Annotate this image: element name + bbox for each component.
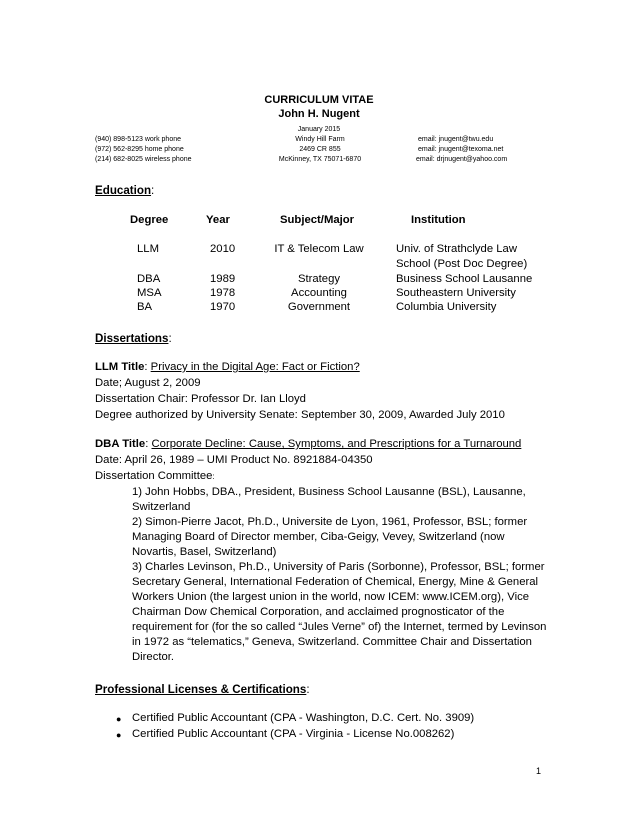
edu-year-dba: 1989 (210, 273, 236, 285)
col-header-year: Year (206, 214, 230, 226)
license-item: Certified Public Accountant (CPA - Washington, D.C. Cert. No. 3909) (132, 712, 475, 724)
email-2: email: jnugent@texoma.net (418, 146, 504, 153)
document-title: CURRICULUM VITAE (264, 94, 374, 106)
llm-title-text: Privacy in the Digital Age: Fact or Fiction? (150, 361, 360, 373)
llm-title-sep: : (144, 361, 151, 373)
col-header-institution: Institution (411, 214, 466, 226)
llm-title-label: LLM Title (95, 361, 145, 373)
committee-line: Chairman Dow Chemical Corporation, and acclaimed prognosticator of the (132, 606, 505, 618)
edu-subject-ba: Government (287, 301, 351, 313)
committee-line: Switzerland (132, 501, 191, 513)
dba-committee-label: Dissertation Committee (95, 470, 213, 482)
edu-year-llm: 2010 (210, 243, 236, 255)
person-name: John H. Nugent (278, 108, 360, 120)
dba-date: Date: April 26, 1989 – UMI Product No. 8921884-04350 (95, 454, 373, 466)
address-line-1: Windy Hill Farm (295, 136, 345, 143)
edu-subject-llm: IT & Telecom Law (274, 243, 364, 255)
committee-line: 3) Charles Levinson, Ph.D., University of Paris (Sorbonne), Professor, BSL; former (132, 561, 545, 573)
committee-line: Managing Board of Director member, Ciba-Geigy, Vevey, Switzerland (now (132, 531, 505, 543)
edu-subject-msa: Accounting (291, 287, 347, 299)
address-line-3: McKinney, TX 75071-6870 (278, 156, 362, 163)
dissertations-heading-label: Dissertations (95, 332, 169, 345)
committee-line: Novartis, Basel, Switzerland) (132, 546, 277, 558)
dissertations-heading (95, 332, 172, 345)
dba-committee-colon: : (212, 472, 215, 481)
licenses-heading-label: Professional Licenses & Certifications (95, 683, 307, 696)
bullet-icon: ● (116, 730, 122, 740)
dba-title-line (95, 438, 521, 450)
home-phone: (972) 562-8295 home phone (95, 146, 184, 153)
license-item: Certified Public Accountant (CPA - Virginia - License No.008262) (132, 728, 455, 740)
edu-degree-dba: DBA (137, 273, 161, 285)
col-header-degree: Degree (130, 214, 169, 226)
dba-title-sep: : (145, 438, 152, 450)
document-date: January 2015 (297, 126, 341, 133)
edu-year-msa: 1978 (210, 287, 236, 299)
education-heading-label: Education (95, 184, 152, 197)
email-3: email: drjnugent@yahoo.com (416, 156, 508, 163)
committee-line: requirement for (for the so called “Jules Verne” of) the Internet, termed by Levinson (132, 621, 547, 633)
licenses-heading (95, 683, 310, 696)
committee-line: in 1972 as “telematics,” Geneva, Switzerland. Committee Chair and Dissertation (132, 636, 532, 648)
licenses-heading-colon: : (306, 683, 310, 696)
committee-line: Director. (132, 651, 175, 663)
edu-institution-llm-2: School (Post Doc Degree) (396, 258, 528, 270)
llm-title-line (95, 361, 360, 373)
dissertations-heading-colon: : (168, 332, 172, 345)
edu-institution-msa: Southeastern University (396, 287, 516, 299)
edu-institution-llm-1: Univ. of Strathclyde Law (396, 243, 517, 255)
col-header-subject: Subject/Major (280, 214, 355, 226)
edu-subject-dba: Strategy (297, 273, 341, 285)
committee-line: 1) John Hobbs, DBA., President, Business School Lausanne (BSL), Lausanne, (132, 486, 526, 498)
education-heading (95, 184, 154, 197)
llm-date: Date; August 2, 2009 (95, 377, 201, 389)
education-heading-colon: : (151, 184, 155, 197)
address-line-2: 2469 CR 855 (299, 146, 341, 153)
page-number: 1 (536, 766, 542, 776)
dba-title-text: Corporate Decline: Cause, Symptoms, and Prescriptions for a Turnaround (151, 438, 522, 450)
edu-degree-llm: LLM (137, 243, 159, 255)
llm-chair: Dissertation Chair: Professor Dr. Ian Lloyd (95, 393, 306, 405)
edu-year-ba: 1970 (210, 301, 236, 313)
edu-institution-ba: Columbia University (396, 301, 497, 313)
committee-line: 2) Simon-Pierre Jacot, Ph.D., Universite de Lyon, 1961, Professor, BSL; former (132, 516, 528, 528)
committee-line: Workers Union (the largest union in the world, now ICEM: www.ICEM.org), Vice (132, 591, 530, 603)
email-1: email: jnugent@twu.edu (418, 136, 494, 143)
edu-degree-ba: BA (137, 301, 153, 313)
bullet-icon: ● (116, 714, 122, 724)
edu-institution-dba: Business School Lausanne (396, 273, 533, 285)
dba-title-label: DBA Title (95, 438, 146, 450)
dba-committee-heading (95, 470, 215, 482)
llm-authorization: Degree authorized by University Senate: September 30, 2009, Awarded July 2010 (95, 409, 505, 421)
work-phone: (940) 898-5123 work phone (95, 136, 182, 143)
wireless-phone: (214) 682-8025 wireless phone (95, 156, 192, 163)
committee-line: Secretary General, International Federation of Chemical, Energy, Mine & General (132, 576, 539, 588)
edu-degree-msa: MSA (137, 287, 162, 299)
